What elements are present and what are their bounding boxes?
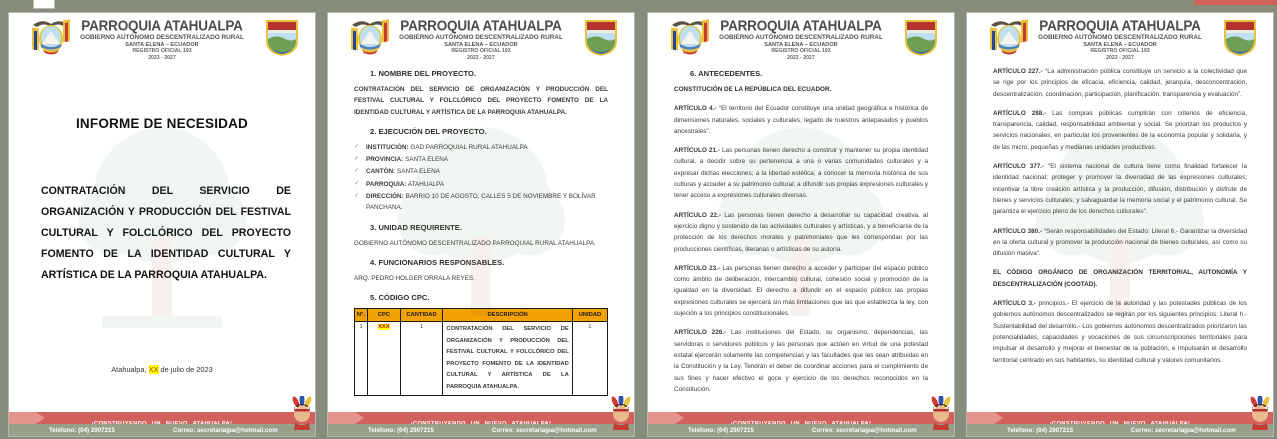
org-location: SANTA ELENA – ECUADOR [125,41,199,48]
mascot-icon [610,396,632,435]
partial-footer-banner-above [1194,0,1277,5]
article-paragraph: ARTÍCULO 226.- Las instituciones del Estado, su organismo, dependencias, las servidoras o servidores públicos y las personas que actúen en virtud de una potestad estatal ejercerán solamente las competencias y las facultades que les sean atribuidas en la Constitución y la Ley. Tendrán el deber de coordinar acciones para el cumplimiento de sus fines y hacer efectivo el goce y ejercicio de los derechos reconocidos en la Constitución. [674,329,928,393]
date-placeholder: XX [148,365,159,374]
footer-contact-bar [328,424,634,436]
report-title: INFORME DE NECESIDAD [75,116,248,131]
articles-list [993,298,1247,366]
footer-contact-bar [9,424,315,436]
section-heading-antecedentes: 6. ANTECEDENTES. [690,69,763,78]
page-2-content [328,69,634,396]
page-4-content [967,60,1273,366]
section-heading-4: 4. FUNCIONARIOS RESPONSABLES. [370,257,505,267]
footer-email: Correo: secretariajpa@hotmail.com [491,426,597,434]
org-location: SANTA ELENA – ECUADOR [1083,41,1157,48]
org-title: PARROQUIA ATAHUALPA [81,17,243,34]
footer-email: Correo: secretariajpa@hotmail.com [172,426,278,434]
footer-contact-bar [648,424,954,436]
org-period: 2023 - 2027 [148,54,176,61]
org-period: 2023 - 2027 [787,54,815,61]
mascot-icon [291,396,313,435]
page-header [967,13,1273,60]
page-3-content [648,69,954,395]
list-item: ✓ CANTÓN: SANTA ELENA [354,166,608,177]
footer-phone: Teléfono: (04) 2907215 [688,426,754,434]
article-paragraph: ARTÍCULO 3.- principios.- El ejercicio de la autoridad y las potestades públicas de los gobiernos autónomos descentralizados se regirán por los siguientes principios: Literal h.- Sustentabilidad del desarrollo.- Los gobiernos autónomos descentralizados priorizaron las potencialidades, capacidades y vocaciones de sus circunscripciones territoriales para impulsar el desarrollo y mejorar el bienestar de la población, e impulsarán el desarrollo territorial centrado en sus habitantes, su identidad cultural y valores comunitarios. [993,300,1247,364]
article-paragraph: ARTÍCULO 377.- “El sistema nacional de cultura tiene como finalidad fortalecer la identidad nacional; proteger y promover la diversidad de las expresiones culturales; incentivar la libre creación artística y la producción, difusión, distribución y disfrute de bienes y servicios culturales; y salvaguardar la memoria social y el patrimonio cultural. Se garantiza el ejercicio pleno de los derechos culturales”. [993,163,1247,216]
footer-phone: Teléfono: (04) 2907215 [368,426,434,434]
list-item: ✓ PROVINCIA: SANTA ELENA [354,154,608,165]
partial-page-above [33,0,55,9]
execution-list [354,142,608,214]
org-subtitle: GOBIERNO AUTÓNOMO DESCENTRALIZADO RURAL [1038,34,1202,41]
org-registry: REGISTRO OFICIAL 193 [771,48,831,54]
org-period: 2023 - 2027 [467,54,495,61]
footer-slogan-banner [967,412,1273,424]
date-prefix: Atahualpa, [111,365,149,374]
section-heading-1: 1. NOMBRE DEL PROYECTO. [370,69,477,78]
article-paragraph: ARTÍCULO 4.- “El territorio del Ecuador constituye una unidad geográfica e histórica de dimensiones naturales, sociales y culturales, legado de nuestros antepasados y pueblos ancestrales”. [674,105,928,135]
document-page-4 [966,12,1274,437]
org-subtitle: GOBIERNO AUTÓNOMO DESCENTRALIZADO RURAL [399,34,563,41]
footer-contact-bar [967,424,1273,436]
footer-email: Correo: secretariajpa@hotmail.com [1130,426,1236,434]
table-header-row [355,309,608,322]
table-header-cell: N°. [355,309,368,322]
table-header-cell: UNIDAD [572,309,607,322]
cell-cantidad: 1 [400,322,443,396]
article-paragraph: ARTÍCULO 227.- “La administración pública constituye un servicio a la colectividad que se rige por los principios de eficacia, eficiencia, calidad, jerarquía, desconcentración, descentralización, coordinación, participación, planificación, transparencia y evaluación”. [993,68,1247,98]
footer-slogan-banner [648,412,954,424]
org-location: SANTA ELENA – ECUADOR [444,41,518,48]
org-registry: REGISTRO OFICIAL 193 [132,48,192,54]
page-header [648,13,954,60]
table-row [355,322,608,396]
page-header [328,13,634,60]
mascot-icon [930,396,952,435]
date-suffix: de julio de 2023 [158,365,213,374]
requesting-unit: GOBIERNO AUTÓNOMO DESCENTRALIZADO PARROQUIAL RURAL ATAHUALPA. [354,239,596,247]
section-heading-5: 5. CÓDIGO CPC. [370,293,430,303]
section-heading-3: 3. UNIDAD REQUIRENTE. [370,222,462,232]
article-paragraph: ARTÍCULO 23.- Las personas tienen derecho a acceder y participar del espacio público como ámbito de deliberación, intercambio cultural, cohesión social y promoción de la igualdad en la diversidad. El derecho a difundir en el espacio público las propias expresiones culturales se ejercerá sin más limitaciones que las que establezca la ley, con sujeción a los principios constitucionales. [674,264,929,318]
cpc-table [354,308,608,396]
constitution-subheading: CONSTITUCIÓN DE LA REPÚBLICA DEL ECUADOR. [674,86,832,93]
cell-n: 1 [355,322,368,396]
table-header-cell: CANTIDAD [400,309,443,322]
articles-list [674,103,928,395]
cootad-subheading: EL CÓDIGO ORGÁNICO DE ORGANIZACIÓN TERRITORIAL, AUTONOMÍA Y DESCENTRALIZACIÓN (COOTAD). [993,269,1247,288]
articles-list [993,66,1247,259]
document-page-3 [647,12,955,437]
list-item: ✓ INSTITUCIÓN: GAD PARROQUIAL RURAL ATAHUALPA [354,142,608,153]
cell-unidad: 1 [572,322,607,396]
org-registry: REGISTRO OFICIAL 193 [1090,48,1150,54]
org-title: PARROQUIA ATAHUALPA [720,17,882,34]
cell-descripcion: CONTRATACIÓN DEL SERVICIO DE ORGANIZACIÓN Y PRODUCCIÓN DEL FESTIVAL CULTURAL Y FOLCLÓRICO DEL PROYECTO FOMENTO DE LA IDENTIDAD CULTURAL Y ARTÍSTICA DE LA PARROQUIA ATAHUALPA. [443,322,572,396]
org-registry: REGISTRO OFICIAL 193 [451,48,511,54]
footer-slogan-banner [9,412,315,424]
org-subtitle: GOBIERNO AUTÓNOMO DESCENTRALIZADO RURAL [719,34,883,41]
org-period: 2023 - 2027 [1106,54,1134,61]
footer-slogan-banner [328,412,634,424]
date-line [9,365,315,374]
list-item: ✓ PARROQUIA: ATAHUALPA [354,179,608,190]
section-heading-2: 2. EJECUCIÓN DEL PROYECTO. [370,126,487,136]
responsible-officials: ARQ. PEDRO HOLGER ORRALA REYES. [354,274,475,282]
footer-phone: Teléfono: (04) 2907215 [1007,426,1073,434]
article-paragraph: ARTÍCULO 288.- Las compras públicas cumplirán con criterios de eficiencia, transparencia, calidad, responsabilidad ambiental y social. Se priorizan los productos y servicios nacionales, en particular los provenientes de la economía popular y solidaria, y de las micro, pequeñas y medianas unidades productivas. [993,109,1247,151]
page-header [9,13,315,60]
document-page-2 [327,12,635,437]
table-header-cell: CPC [368,309,400,322]
footer-phone: Teléfono: (04) 2907215 [49,426,115,434]
org-title: PARROQUIA ATAHUALPA [1039,17,1201,34]
table-header-cell: DESCRIPCIÓN [443,309,572,322]
list-item: ✓ DIRECCIÓN: BARRIO 10 DE AGOSTO, CALLES 5 DE NOVIEMBRE Y BOLÍVAR PANCHANA. [354,191,608,214]
document-page-1 [8,12,316,437]
cpc-placeholder: XXX [378,324,390,331]
article-paragraph: ARTÍCULO 21.- Las personas tienen derecho a construir y mantener su propia identidad cultural, a decidir sobre su pertenencia a una o varias comunidades culturales y a expresar dichas elecciones; a la libertad estética; a conocer la memoria histórica de sus culturas y acceder a su patrimonio cultural; a difundir sus propias expresiones culturales y tener acceso a expresiones culturales diversas. [674,147,928,200]
mascot-icon [1249,396,1271,435]
article-paragraph: ARTÍCULO 380.- “Serán responsabilidades del Estado: Literal 6.- Garantizar la diversidad en la oferta cultural y promover la producción nacional de bienes culturales, así como su difusión masiva”. [993,227,1247,258]
cell-cpc [368,322,400,396]
org-subtitle: GOBIERNO AUTÓNOMO DESCENTRALIZADO RURAL [80,34,244,41]
report-subject: CONTRATACIÓN DEL SERVICIO DE ORGANIZACIÓN Y PRODUCCIÓN DEL FESTIVAL CULTURAL Y FOLCLÓRICO DEL PROYECTO FOMENTO DE LA IDENTIDAD CULTURAL Y ARTÍSTICA DE LA PARROQUIA ATAHUALPA. [41,185,291,281]
org-title: PARROQUIA ATAHUALPA [400,17,562,34]
org-location: SANTA ELENA – ECUADOR [764,41,838,48]
article-paragraph: ARTÍCULO 22.- Las personas tienen derecho a desarrollar su capacidad creativa, al ejercicio digno y sostenido de las actividades culturales y artísticas, y a beneficiarse de la protección de los derechos morales y patrimoniales que les correspondan por las producciones científicas, literarias o artísticas de su autoría. [674,211,928,253]
footer-email: Correo: secretariajpa@hotmail.com [811,426,917,434]
project-name: CONTRATACIÓN DEL SERVICIO DE ORGANIZACIÓN Y PRODUCCIÓN DEL FESTIVAL CULTURAL Y FOLCLÓRICO DEL PROYECTO FOMENTO DE LA IDENTIDAD CULTURAL Y ARTÍSTICA DE LA PARROQUIA ATAHUALPA. [354,86,608,116]
